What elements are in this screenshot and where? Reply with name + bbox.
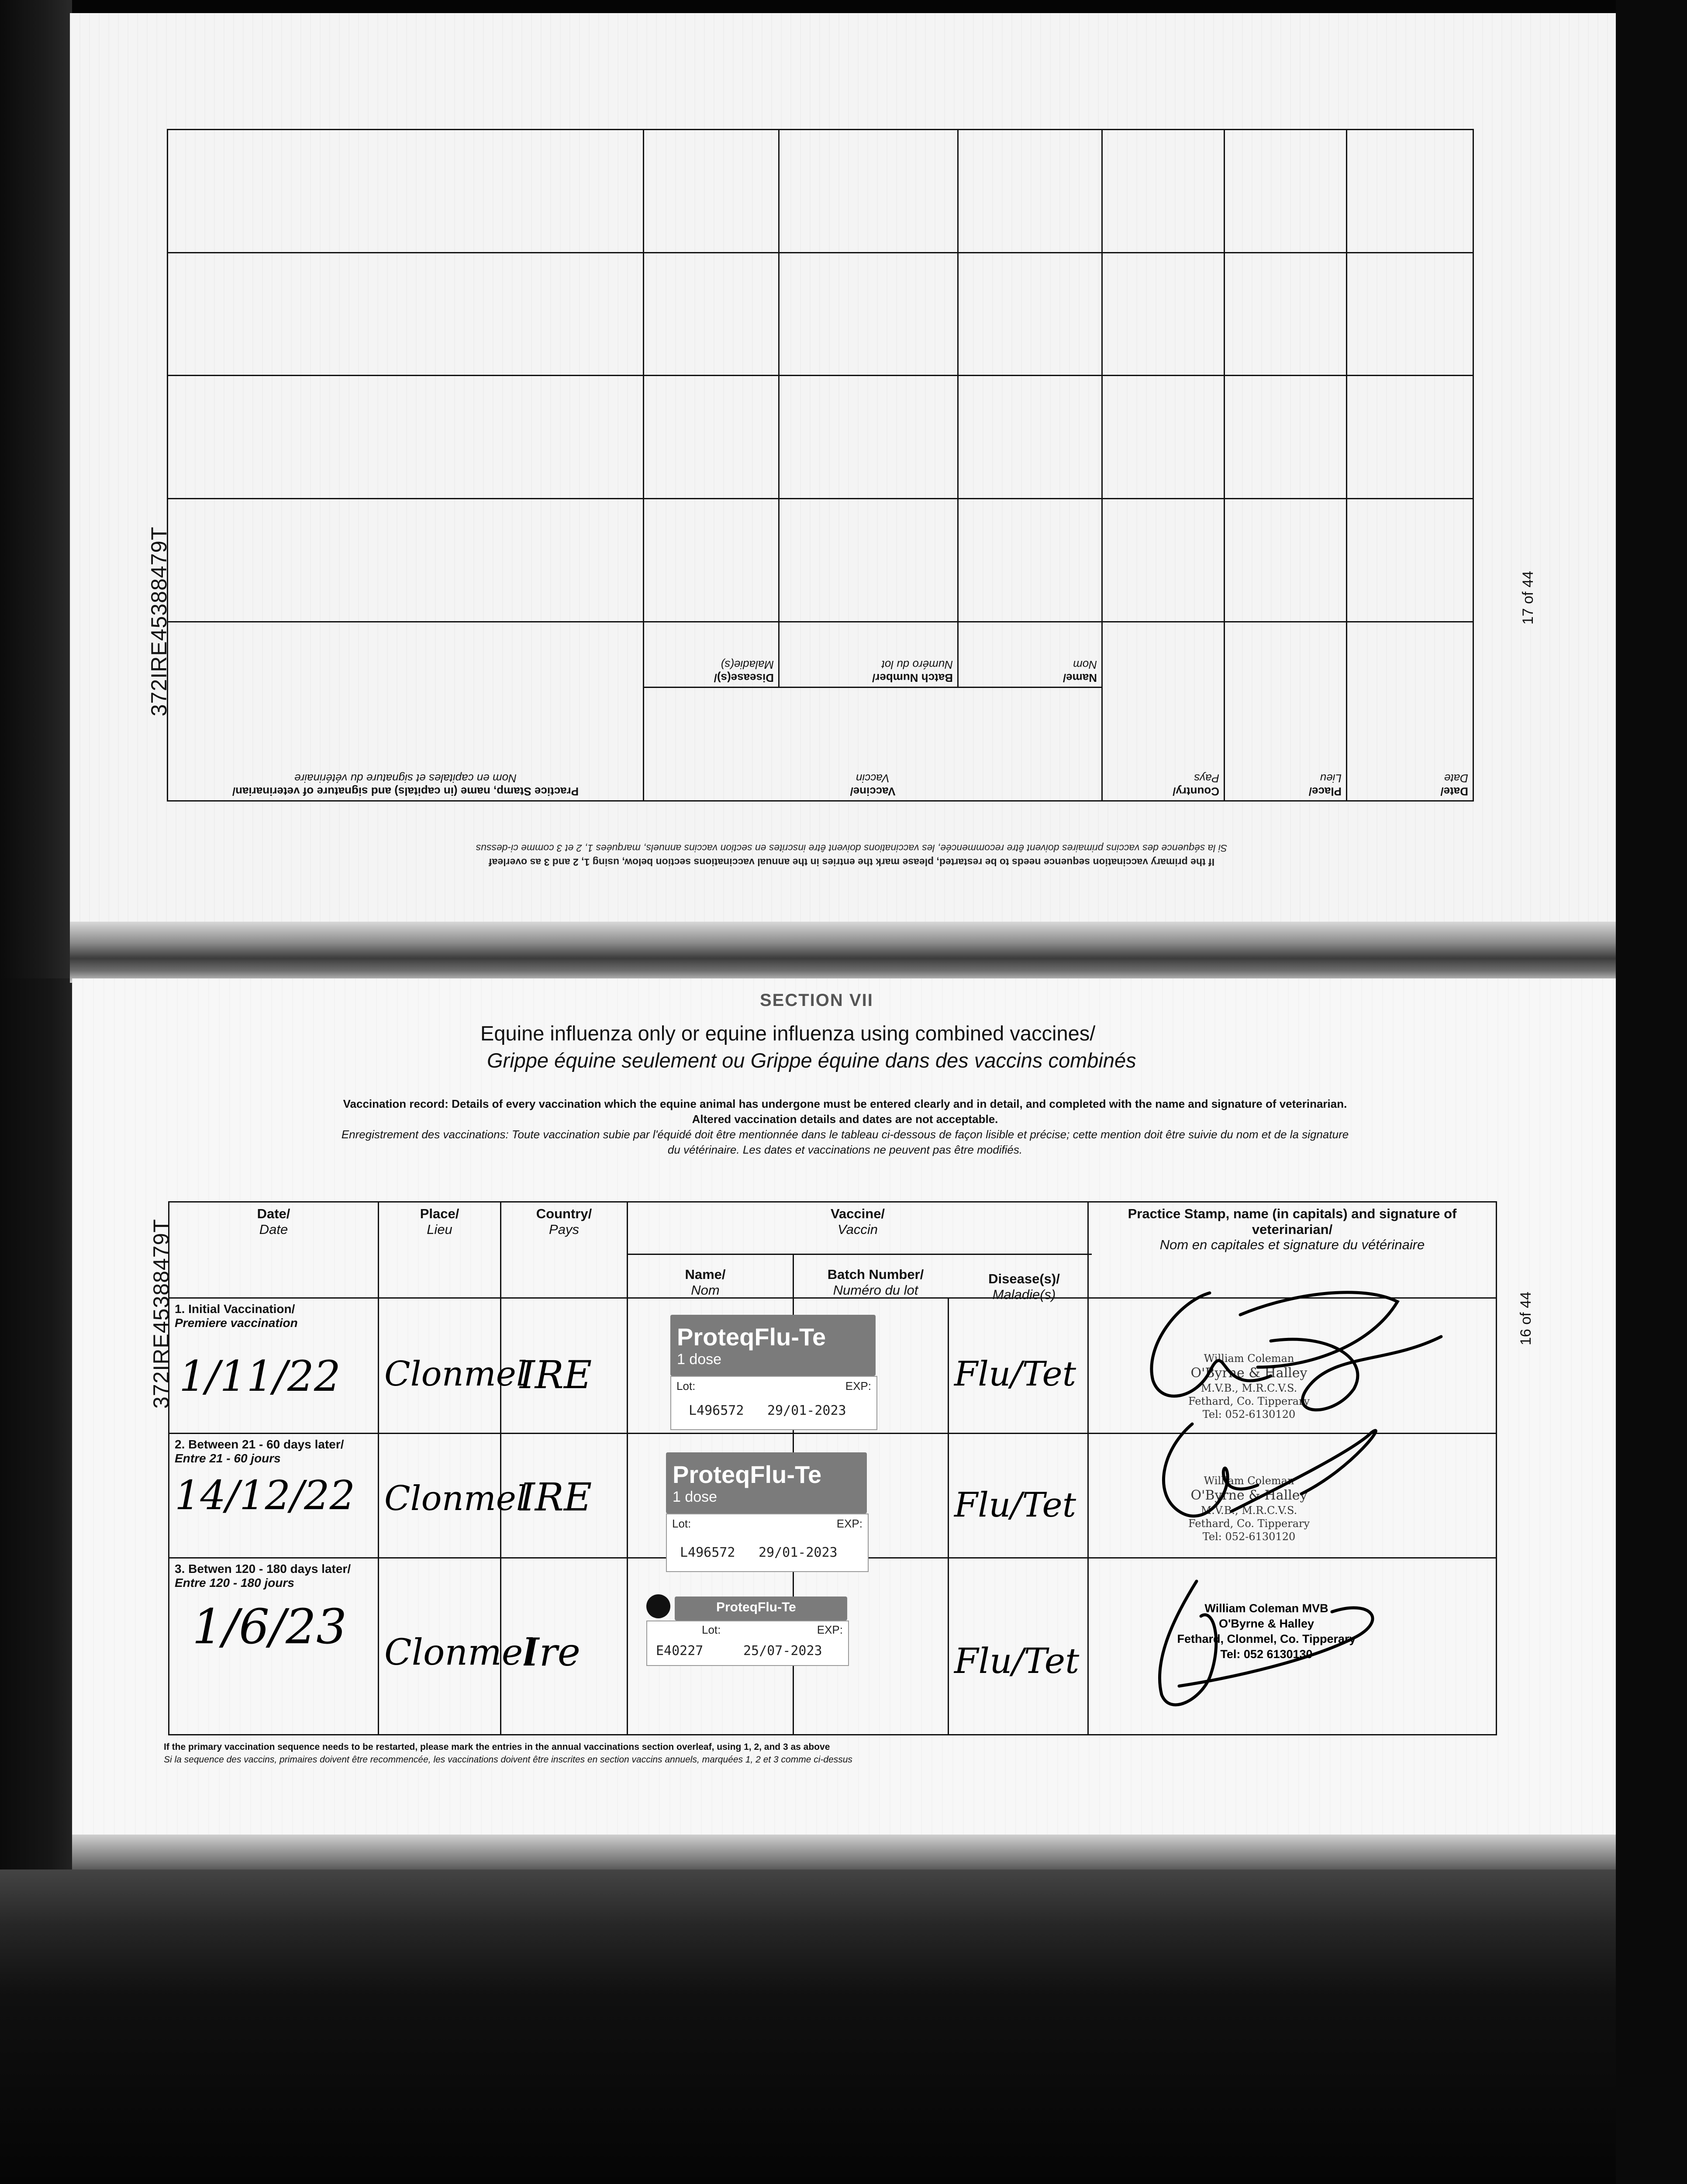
row-3-label-tab [646, 1594, 670, 1618]
bottom-footnote-fr: Si la sequence des vaccins, primaires doivent être recommencée, les vaccinations doivent être inscrites en section vaccins annuels, marquées 1, 2 et 3 comme ci-dessus [164, 1755, 852, 1765]
header-vet: Practice Stamp, name (in capitals) and signature of veterinarian/ Nom en capitales et signature du vétérinaire [1088, 1202, 1497, 1298]
page-number-bottom: 16 of 44 [1518, 1292, 1534, 1345]
top-header-vaccine: Vaccine/ Vaccin [644, 688, 1102, 801]
row-1-disease-cell [949, 1298, 1088, 1434]
row-3-place-cell [379, 1558, 535, 1735]
row-1-exp: 29/01-2023 [767, 1403, 846, 1418]
row-1-stamp-tel: Tel: 052-6130120 [1202, 1408, 1296, 1420]
row-1-vaccine-label [670, 1315, 876, 1376]
top-header-date: Date/ Date [1347, 622, 1473, 801]
record-instruction-en-2: Altered vaccination details and dates are not acceptable. [692, 1113, 998, 1126]
row-1-country-cell [501, 1298, 628, 1434]
header-date: Date/ Date [169, 1202, 379, 1298]
row-2-stamp-qual: M.V.B., M.R.C.V.S. [1201, 1504, 1297, 1517]
header-batch: Batch Number/ Numéro du lot [827, 1267, 924, 1298]
row-2-country: IRE [520, 1475, 592, 1520]
row-3-stamp-practice: O'Byrne & Halley [1218, 1617, 1314, 1631]
row-3-stamp-town: Fethard, Clonmel, Co. Tipperary [1177, 1632, 1356, 1646]
record-instruction-en-1: Vaccination record: Details of every vaccination which the equine animal has undergone must be entered clearly and in detail, and completed with the name and signature of veterinarian. [343, 1097, 1347, 1110]
top-header-batch: Batch Number/ Numéro du lot [779, 622, 958, 688]
top-header-name: Name/ Nom [958, 622, 1102, 688]
horse-id-top: 372IRE45388479T [147, 526, 171, 716]
row-1-label: 1. Initial Vaccination/ [175, 1302, 295, 1316]
row-1-vaccine-brand: ProteqFlu-Te [677, 1323, 826, 1351]
vet-signatures [1127, 1267, 1476, 1756]
top-header-country: Country/ Pays [1102, 622, 1225, 801]
row-2-date: 14/12/22 [175, 1472, 355, 1519]
signature-1 [1152, 1292, 1441, 1410]
header-diseases: Disease(s)/ Maladie(s) [988, 1271, 1060, 1302]
row-1-stamp-practice: O'Byrne & Halley [1190, 1365, 1308, 1381]
row-2-lot-label: Lot: [672, 1517, 691, 1530]
row-3-stamp-name: William Coleman MVB [1204, 1602, 1328, 1615]
row-2-disease: Flu/Tet [954, 1486, 1076, 1525]
vaccination-record-instructions [183, 1096, 1507, 1158]
page-number-top: 17 of 44 [1520, 571, 1536, 625]
row-2-stamp-practice: O'Byrne & Halley [1190, 1488, 1308, 1503]
header-place: Place/ Lieu [379, 1202, 501, 1298]
row-2-lot: L496572 [680, 1545, 735, 1560]
row-3-lot-box [646, 1621, 849, 1666]
record-instruction-fr-1: Enregistrement des vaccinations: Toute vaccination subie par l'équidé doit être mentionnée dans le tableau ci-dessous de façon lisible et précise; cette mention doit être suivie du nom et de la signature [341, 1128, 1349, 1141]
row-3-label: 3. Betwen 120 - 180 days later/ [175, 1562, 351, 1576]
row-3-stamp-tel: Tel: 052 6130130 [1220, 1648, 1313, 1661]
row-2-label-fr: Entre 21 - 60 jours [175, 1451, 281, 1465]
row-1-lot-box [670, 1376, 877, 1430]
row-2-country-cell [501, 1434, 628, 1558]
header-vaccine: Vaccine/ Vaccin [628, 1202, 1088, 1254]
row-3-country: Ire [524, 1630, 580, 1675]
scan-edge-bottom [0, 1870, 1687, 2184]
row-3-lot: E40227 [656, 1643, 704, 1659]
book-gutter [70, 922, 1618, 983]
row-1-place-cell [379, 1298, 527, 1434]
signature-3 [1159, 1581, 1373, 1705]
top-footnote-fr: Si la séquence des vaccins primaires doivent être recommencée, les vaccinations doivent être inscrites en section vaccins annuels, marquées 1, 2 et 3 comme ci-dessus [476, 842, 1228, 854]
bottom-footnote [164, 1741, 1474, 1766]
row-2-place: Clonmel [384, 1479, 527, 1518]
row-3-place: Clonmel [384, 1632, 535, 1673]
top-footnote-inverted [288, 817, 1415, 869]
horse-id-bottom: 372IRE45388479T [149, 1219, 173, 1409]
row-2-date-cell [169, 1434, 379, 1558]
row-2-place-cell [379, 1434, 527, 1558]
row-3-exp: 25/07-2023 [743, 1643, 822, 1659]
row-3-exp-label: EXP: [817, 1623, 843, 1636]
row-3-date-cell [169, 1558, 379, 1735]
header-name: Name/ Nom [685, 1267, 726, 1298]
row-2-vaccine-label [666, 1452, 867, 1514]
row-2-exp-label: EXP: [836, 1517, 862, 1530]
row-2-lot-box [666, 1514, 869, 1572]
top-header-diseases: Disease(s)/ Maladie(s) [644, 622, 779, 688]
row-2-vaccine-dose: 1 dose [673, 1489, 718, 1505]
row-3-vaccine-brand: ProteqFlu-Te [716, 1600, 796, 1614]
section-title: SECTION VII [760, 991, 873, 1010]
row-1-stamp-qual: M.V.B., M.R.C.V.S. [1201, 1382, 1297, 1394]
row-2-stamp-town: Fethard, Co. Tipperary [1188, 1517, 1310, 1530]
top-header-vet: Practice Stamp, name (in capitals) and signature of veterinarian/ Nom en capitales et signature du vétérinaire [168, 622, 644, 801]
row-1-lot-label: Lot: [676, 1379, 696, 1393]
record-instruction-fr-2: du vétérinaire. Les dates et vaccinations ne peuvent pas être modifiés. [667, 1143, 1023, 1157]
row-3-disease: Flu/Tet [954, 1641, 1080, 1681]
row-1-stamp-name: William Coleman [1204, 1352, 1294, 1365]
section-heading-en: Equine influenza only or equine influenza using combined vaccines/ [480, 1022, 1096, 1045]
row-1-place: Clonmel [384, 1355, 527, 1394]
row-3-lot-label: Lot: [702, 1623, 721, 1636]
scan-edge-left [0, 0, 72, 978]
row-3-date: 1/6/23 [192, 1599, 347, 1655]
row-1-country: IRE [520, 1352, 592, 1397]
bottom-footnote-en: If the primary vaccination sequence needs to be restarted, please mark the entries in the annual vaccinations section overleaf, using 1, 2, and 3 as above [164, 1742, 830, 1752]
row-1-lot: L496572 [689, 1403, 744, 1418]
row-1-disease: Flu/Tet [954, 1355, 1076, 1394]
row-2-stamp-name: William Coleman [1204, 1475, 1294, 1487]
row-1-label-fr: Premiere vaccination [175, 1316, 298, 1330]
row-1-stamp-town: Fethard, Co. Tipperary [1188, 1395, 1310, 1407]
row-3-label-fr: Entre 120 - 180 jours [175, 1576, 294, 1590]
row-3-vaccine-label [675, 1597, 847, 1621]
row-1-exp-label: EXP: [845, 1379, 871, 1393]
scan-edge-right [1616, 0, 1687, 2184]
row-3-disease-cell [949, 1558, 1088, 1735]
header-country: Country/ Pays [501, 1202, 628, 1298]
row-1-vaccine-dose: 1 dose [677, 1351, 722, 1368]
annual-vaccination-table-inverted [168, 129, 1474, 802]
row-2-exp: 29/01-2023 [759, 1545, 838, 1560]
row-2-disease-cell [949, 1434, 1088, 1558]
row-2-vaccine-brand: ProteqFlu-Te [673, 1461, 822, 1488]
top-header-place: Place/ Lieu [1225, 622, 1347, 801]
row-2-label: 2. Between 21 - 60 days later/ [175, 1438, 344, 1451]
signature-2 [1163, 1424, 1376, 1516]
vaccine-subheader-line [631, 1254, 1092, 1255]
row-2-stamp-tel: Tel: 052-6130120 [1202, 1530, 1296, 1543]
top-footnote-en: If the primary vaccination sequence needs to be restarted, please mark the entries in the annual vaccinations section below, using 1, 2 and 3 as overleaf [488, 857, 1215, 868]
section-heading-fr: Grippe équine seulement ou Grippe équine dans des vaccins combinés [487, 1049, 1136, 1072]
row-1-date: 1/11/22 [179, 1352, 341, 1401]
row-1-date-cell [169, 1298, 379, 1434]
